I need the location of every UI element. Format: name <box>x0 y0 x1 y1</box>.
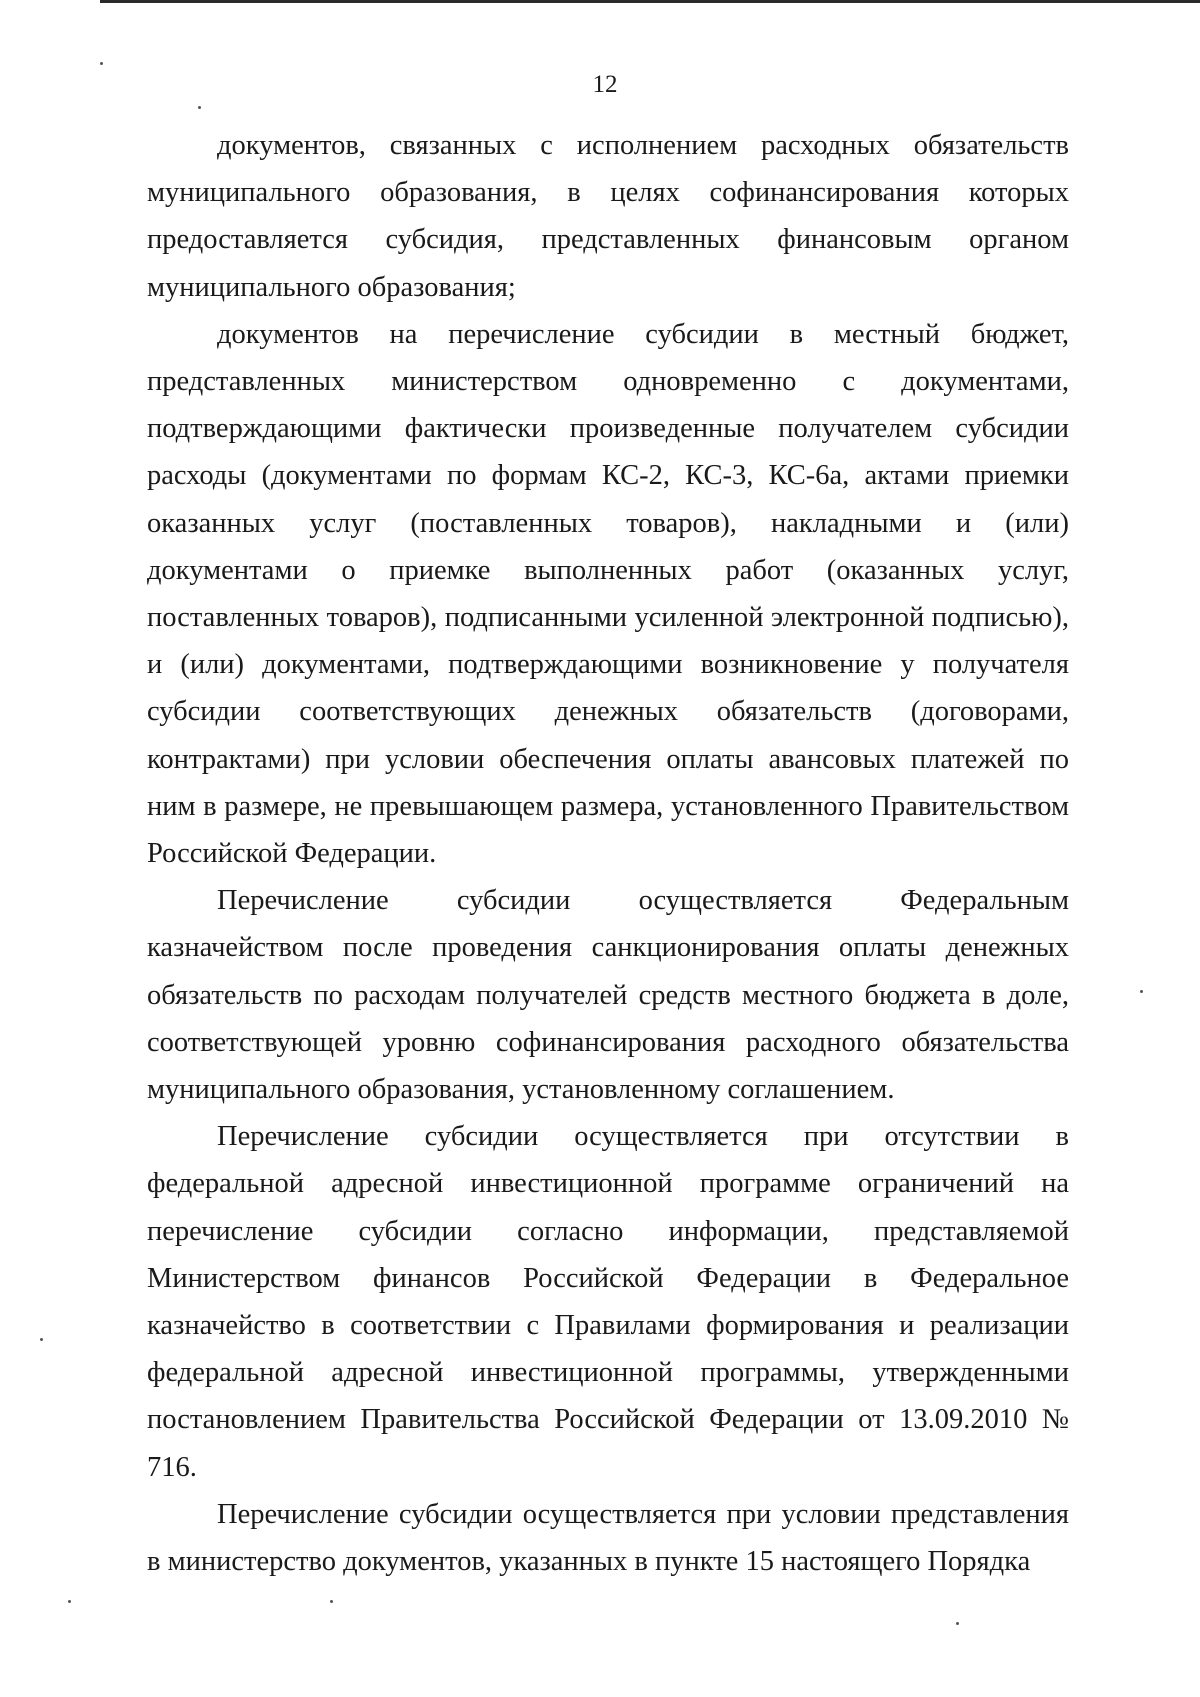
page-number: 12 <box>592 71 618 98</box>
scan-speck <box>1140 990 1143 993</box>
paragraph-4: Перечисление субсидии осуществляется при отсутствии в федеральной адресной инвестиционной программе ограничений на перечисление субсидии согласно информации, представляемой Министерством финансов Российской Федерации в Федеральное казначейство в соответствии с Правилами формирования и реализации федеральной адресной инвестиционной программы, утвержденными постановлением Правительства Российской Федерации от 13.09.2010 № 716. <box>147 1121 1069 1483</box>
scan-speck <box>40 1338 43 1341</box>
document-body <box>147 122 1069 1585</box>
paragraph-3: Перечисление субсидии осуществляется Федеральным казначейством после проведения санкционирования оплаты денежных обязательств по расходам получателей средств местного бюджета в доле, соответствующей уровню софинансирования расходного обязательства муниципального образования, установленному соглашением. <box>147 885 1069 1106</box>
top-border-line <box>100 0 1200 3</box>
paragraph-2: документов на перечисление субсидии в местный бюджет, представленных министерством одновременно с документами, подтверждающими фактически произведенные получателем субсидии расходы (документами по формам КС-2, КС-3, КС-6а, актами приемки оказанных услуг (поставленных товаров), накладными и (или) документами о приемке выполненных работ (оказанных услуг, поставленных товаров), подписанными усиленной электронной подписью), и (или) документами, подтверждающими возникновение у получателя субсидии соответствующих денежных обязательств (договорами, контрактами) при условии обеспечения оплаты авансовых платежей по ним в размере, не превышающем размера, установленного Правительством Российской Федерации. <box>147 318 1069 870</box>
paragraph-5: Перечисление субсидии осуществляется при условии представления в министерство документов, указанных в пункте 15 настоящего Порядка <box>147 1498 1069 1578</box>
scan-speck <box>198 106 201 109</box>
scan-speck <box>956 1622 959 1625</box>
paragraph-1: документов, связанных с исполнением расходных обязательств муниципального образования, в целях софинансирования которых предоставляется субсидия, представленных финансовым органом муниципального образования; <box>147 130 1069 303</box>
scan-speck <box>100 62 103 65</box>
scan-speck <box>330 1600 333 1603</box>
scan-speck <box>68 1600 71 1603</box>
